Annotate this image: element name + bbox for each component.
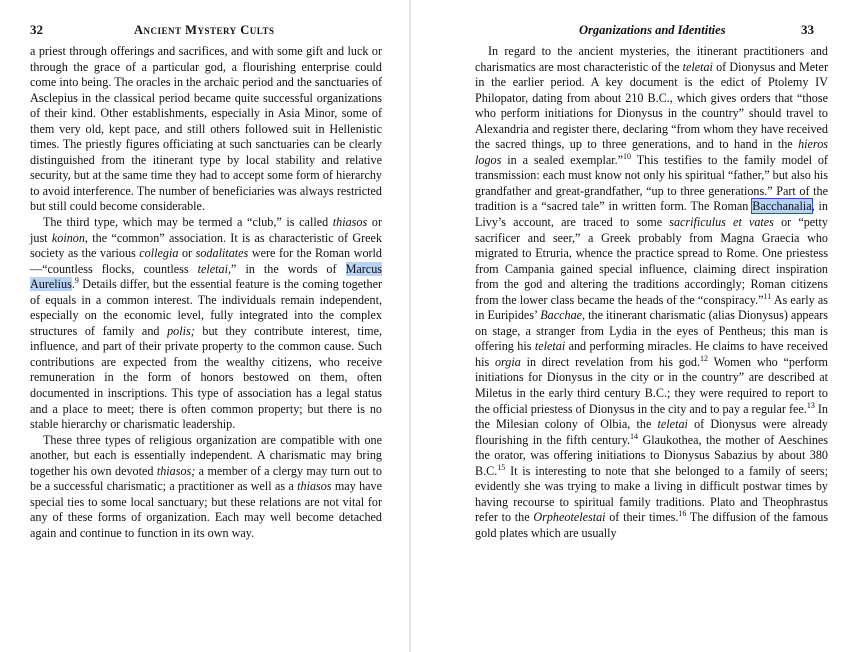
footnote-ref: 12: [700, 353, 709, 363]
italic-text: hieros logos: [475, 137, 828, 167]
footnote-ref: 14: [630, 431, 639, 441]
text-run: As early as in Euripides’: [475, 292, 828, 323]
paragraph: [30, 44, 382, 215]
italic-text: koinon: [51, 230, 85, 245]
text-run: may have special ties to some local sanctuary; but these relations are not vital for any of these forms of organization. Each may well become detached again and continue to function in its own way.: [30, 479, 383, 540]
left-text-column: [30, 44, 382, 542]
text-run: in direct revelation from his god.: [520, 354, 701, 369]
italic-text: thiasos: [297, 479, 332, 494]
right-page: [411, 0, 843, 652]
italic-text: Bacchae: [540, 308, 583, 323]
text-run: in a sealed exemplar.”: [501, 152, 624, 167]
text-run: and performing miracles. He claims to have received his: [475, 339, 829, 369]
left-page: [0, 0, 410, 652]
text-run: or “petty sacrificer and seer,” a Greek probably from Magna Graecia who migrated to Etruria, whence the practice spread to Rome. One priestess from Campania gained special influence, claiming direct inspiration from the god and altering the traditions accordingly; Roman citizens from the lower class became the heads of the “conspiracy.”: [475, 215, 828, 307]
italic-text: thiasos: [332, 215, 368, 230]
text-run: of Dionysus and Meter in the earlier period. A key document is the edict of Ptolemy IV Philopator, dating from about 210 B.C., which gives orders that “those who perform initiations for Dionysus in the country” should travel to Alexandria and register there, declaring “from whom they have received the sacred things, up to three generations, and to hand in the: [475, 59, 828, 152]
italic-text: teletai: [534, 339, 566, 354]
italic-text: sacrificulus et vates: [669, 215, 774, 230]
text-run: These three types of religious organization are compatible with one another, but each is essentially independent. A charismatic may bring together his own devoted: [30, 432, 382, 478]
text-run: Details differ, but the essential feature is the coming together of equals in a common interest. The individuals remain independent, especially on the economic level, fully integrated into the complex structures of family and: [30, 277, 382, 338]
italic-text: polis;: [167, 323, 195, 338]
text-run: a priest through offerings and sacrifices, and with some gift and luck or through the grace of a particular god, a flourishing enterprise could come into being. The oracles in the archaic period and the sanctuaries of Asclepius in the classical period became quite successful organizations of their kind. Other establishments, especially in Asia Minor, some of them very old, kept pace, and still others followed suit in Hellenistic times. The priestly figures officiating at such sanctuaries can be clearly distinguished from the itinerant type by local stability and relative security, but at the same time they had to accept some form of hierarchy to avoid interference. The number of beneficiaries was always restricted but still could become considerable.: [30, 44, 382, 214]
text-run: or: [178, 246, 196, 261]
paragraph: [30, 433, 382, 542]
text-run: but they contribute interest, time, influence, and part of their private property to the common cause. Such contributions are expected from the wealthy citizens, who receive remuneration in the form of honors bestowed on them, often documented in inscriptions. This type of association has a legal status and a place to meet; there is often common property; but there is no stable hierarchy or charismatic leadership.: [30, 323, 382, 432]
text-run: Women who “perform initiations for Dionysus in the city or in the country” are described at Miletus in the early third century B.C.; they were required to report to the official priestess of Dionysus in the city and to pay a regular fee.: [475, 354, 828, 416]
footnote-ref: 15: [497, 462, 506, 472]
italic-text: teletai: [682, 59, 713, 74]
text-run: of Dionysus were already flourishing in the fifth century.: [475, 417, 829, 447]
highlighted-text: Bacchanalia: [752, 199, 812, 214]
italic-text: thiasos;: [156, 463, 196, 478]
right-text-column: [475, 44, 828, 542]
text-run: of their times.: [605, 510, 679, 525]
paragraph: [475, 44, 828, 542]
text-run: , in Livy’s account, are traced to some: [475, 199, 828, 230]
highlighted-text: Marcus Aurelius: [30, 261, 382, 292]
text-run: It is interesting to note that she belonged to a family of seers; evidently she was trying to make a living in difficult postwar times by having recourse to spiritual family traditions. Plato and Theophrastus refer to the: [475, 463, 828, 525]
left-page-number: 32: [30, 22, 43, 37]
italic-text: Orpheotelestai: [533, 510, 606, 525]
text-run: Glaukothea, the mother of Aeschines the orator, was offering initiations to Dionysus Sabazius by about 380 B.C.: [475, 432, 829, 478]
footnote-ref: 11: [763, 291, 772, 301]
text-run: ,” in the words of: [228, 261, 346, 276]
italic-text: orgia: [494, 354, 521, 369]
text-run: were for the Roman world—“countless flocks, countless: [30, 246, 383, 276]
italic-text: teletai: [197, 261, 228, 276]
text-run: The third type, which may be termed a “club,” is called: [43, 215, 333, 230]
text-run: , the itinerant charismatic (alias Dionysus) appears on stage, a stranger from Lydia in the eyes of Pentheus; this man is offering his: [475, 308, 828, 354]
footnote-ref: 10: [623, 151, 632, 161]
italic-text: sodalitates: [195, 246, 249, 261]
text-run: a member of a clergy may turn out to be a successful charismatic; a practitioner as well as a: [30, 463, 382, 494]
footnote-ref: 16: [678, 509, 687, 519]
footnote-ref: 13: [806, 400, 815, 410]
text-run: In regard to the ancient mysteries, the itinerant practitioners and charismatics are most characteristic of the: [475, 44, 828, 74]
footnote-ref: 9: [74, 276, 79, 286]
left-running-head: Ancient Mystery Cults: [134, 23, 275, 37]
text-run: This testifies to the family model of transmission: each must know not only his spiritual “father,” but also his grandfather and great-grandfather, “up to three generations.” Part of the tradition is a “sacred tale” in written form. The Roman: [475, 152, 828, 214]
italic-text: teletai: [657, 417, 688, 432]
right-running-head: Organizations and Identities: [579, 23, 726, 37]
italic-text: collegia: [139, 246, 179, 261]
text-run: , the “common” association. It is as characteristic of Greek society as the various: [30, 230, 383, 261]
right-page-number: 33: [801, 22, 814, 37]
text-run: or just: [30, 215, 382, 245]
text-run: The diffusion of the famous gold plates which are usually: [475, 510, 828, 540]
text-run: .: [71, 277, 75, 292]
text-run: In the Milesian colony of Olbia, the: [475, 401, 828, 432]
paragraph: [30, 215, 382, 433]
